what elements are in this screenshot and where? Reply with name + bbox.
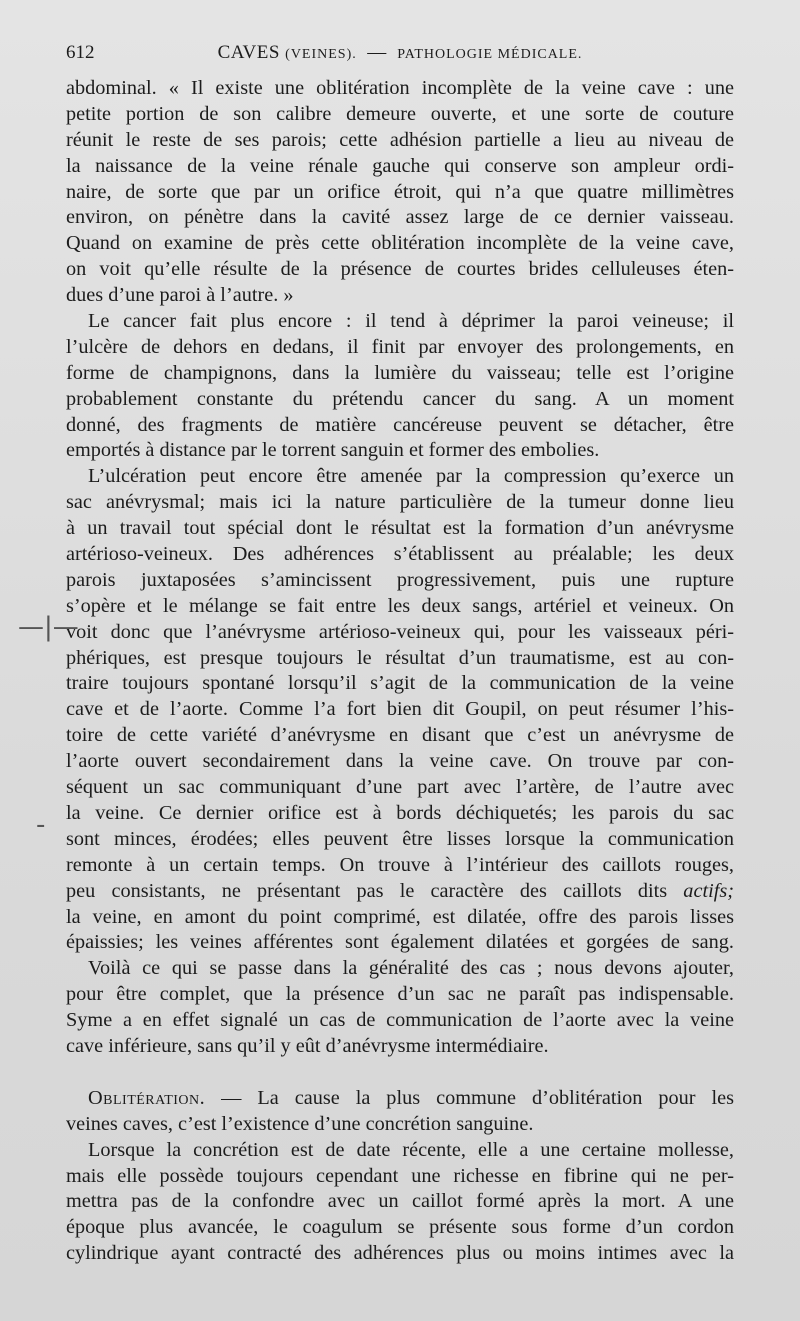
margin-mark: -	[36, 810, 46, 840]
text-line: réunit le reste de ses parois; cette adhésion partielle a lieu au niveau de	[66, 128, 734, 151]
text-line: abdominal. « Il existe une oblitération incomplète de la veine cave : une	[66, 77, 734, 99]
running-header	[66, 38, 734, 68]
text-line: petite portion de son calibre demeure ouverte, et une sorte de couture	[66, 102, 734, 125]
text-line: naire, de sorte que par un orifice étroit, qui n’a que quatre millimètres	[66, 180, 734, 203]
text-line: mettra pas de la confondre avec un caillot formé après la mort. A une	[66, 1190, 734, 1213]
text-line: phériques, est presque toujours le résultat d’un traumatisme, est au con-	[66, 646, 734, 669]
text-line: Quand on examine de près cette oblitération incomplète de la veine cave,	[66, 232, 734, 255]
text-line: pour être complet, que la présence d’un sac ne paraît pas indispensable.	[66, 983, 734, 1006]
italic-term: actifs;	[683, 879, 734, 902]
text-line: Lorsque la concrétion est de date récente, elle a une certaine mollesse,	[88, 1138, 734, 1161]
text-line: dues d’une paroi à l’autre. »	[66, 284, 294, 307]
text-line: la veine, en amont du point comprimé, est dilatée, offre des parois lisses	[66, 905, 734, 928]
text-line: emportés à distance par le torrent sanguin et former des embolies.	[66, 439, 600, 462]
text-line: époque plus avancée, le coagulum se présente sous forme d’un cordon	[66, 1216, 734, 1239]
text-line: Voilà ce qui se passe dans la généralité des cas ; nous devons ajouter,	[88, 957, 734, 980]
text-line: on voit qu’elle résulte de la présence de courtes brides celluleuses éten-	[66, 258, 734, 281]
text-line: à un travail tout spécial dont le résultat est la formation d’un anévrysme	[66, 517, 734, 540]
title-section: PATHOLOGIE MÉDICALE.	[397, 47, 583, 62]
text-line: séquent un sac communiquant d’une part avec l’artère, de l’autre avec	[66, 776, 734, 799]
section-heading: Oblitération.	[88, 1086, 206, 1109]
text-line: remonte à un certain temps. On trouve à l’intérieur des caillots rouges,	[66, 853, 734, 876]
running-title	[66, 42, 734, 64]
text-line: peu consistants, ne présentant pas le caractère des caillots dits actifs;	[66, 879, 734, 902]
text-line: sont minces, érodées; elles peuvent être lisses lorsque la communication	[66, 827, 734, 850]
text-line: Syme a en effet signalé un cas de communication de l’aorte avec la veine	[66, 1009, 734, 1032]
text-line: artérioso-veineux. Des adhérences s’établissent au préalable; les deux	[66, 543, 734, 566]
text-line: cylindrique ayant contracté des adhérences plus ou moins intimes avec la	[66, 1242, 734, 1265]
text-line: cave et de l’aorte. Comme l’a fort bien dit Goupil, on peut résumer l’his-	[66, 698, 734, 721]
text-line: épaissies; les veines afférentes sont également dilatées et gorgées de sang.	[66, 931, 734, 954]
text-line: l’aorte ouvert secondairement dans la veine cave. On trouve par con-	[66, 750, 734, 773]
section-heading-line: Oblitération. — La cause la plus commune d’oblitération pour les	[88, 1086, 734, 1109]
text-line: voit donc que l’anévrysme artérioso-veineux qui, pour les vaisseaux péri-	[66, 620, 734, 643]
text-line: s’opère et le mélange se fait entre les deux sangs, artériel et veineux. On	[66, 594, 734, 617]
text-line: parois juxtaposées s’amincissent progressivement, puis une rupture	[66, 568, 734, 591]
text-line: environ, on pénètre dans la cavité assez large de ce dernier vaisseau.	[66, 206, 734, 229]
text-line: Le cancer fait plus encore : il tend à déprimer la paroi veineuse; il	[88, 310, 734, 333]
text-line: la naissance de la veine rénale gauche qui conserve son ampleur ordi-	[66, 154, 734, 177]
text-line: sac anévrysmal; mais ici la nature particulière de la tumeur donne lieu	[66, 491, 734, 514]
text-line: mais elle possède toujours cependant une richesse en fibrine qui ne per-	[66, 1164, 734, 1187]
text-line: la veine. Ce dernier orifice est à bords déchiquetés; les parois du sac	[66, 801, 734, 824]
text-line: veines caves, c’est l’existence d’une concrétion sanguine.	[66, 1112, 534, 1135]
title-main: CAVES	[217, 42, 280, 63]
text-line: forme de champignons, dans la lumière du vaisseau; telle est l’origine	[66, 361, 734, 384]
text-line: donné, des fragments de matière cancéreuse peuvent se détacher, être	[66, 413, 734, 436]
text-line: cave inférieure, sans qu’il y eût d’anévrysme intermédiaire.	[66, 1034, 549, 1057]
page-number: 612	[66, 42, 95, 63]
text-line: toire de cette variété d’anévrysme en disant que c’est un anévrysme de	[66, 724, 734, 747]
body-text	[66, 76, 734, 1267]
text-line: L’ulcération peut encore être amenée par la compression qu’exerce un	[88, 465, 734, 488]
paragraph-gap	[66, 1060, 734, 1086]
title-paren: (VEINES).	[285, 47, 357, 62]
text-line: l’ulcère de dehors en dedans, il finit par envoyer des prolongements, en	[66, 335, 734, 358]
text-line: traire toujours spontané lorsqu’il s’agit de la communication de la veine	[66, 672, 734, 695]
text-line: probablement constante du prétendu cancer du sang. A un moment	[66, 387, 734, 410]
title-dash: —	[367, 42, 387, 63]
margin-mark: —|—	[18, 612, 79, 642]
